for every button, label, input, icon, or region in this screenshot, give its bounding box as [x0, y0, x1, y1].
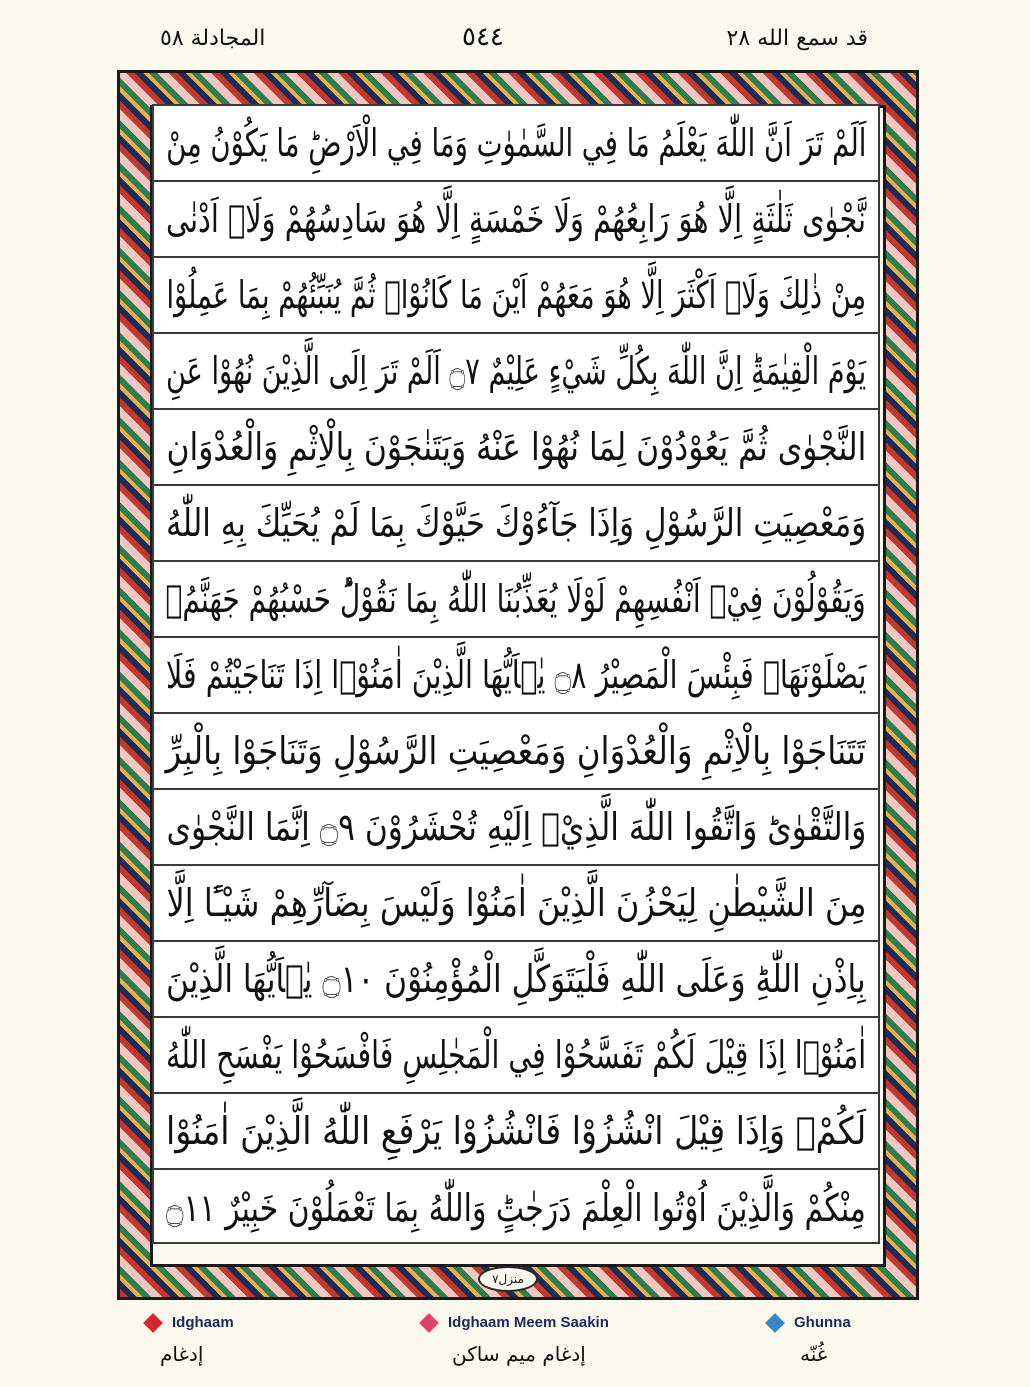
- legend-ghunna: [768, 1314, 851, 1331]
- legend-arabic: إدغام: [160, 1342, 204, 1366]
- text-line: [154, 866, 878, 942]
- text-line: [154, 562, 878, 638]
- legend-idghaam: [146, 1314, 234, 1331]
- text-line: [154, 486, 878, 562]
- text-line: [154, 258, 878, 334]
- manzil-marker: منزل٧: [478, 1266, 538, 1292]
- line-text: النَّجْوٰى ثُمَّ يَعُوْدُوْنَ لِمَا نُهُوْا عَنْهُ وَيَتَنٰجَوْنَ بِالْاِثْمِ وَالْعُدْوَانِ: [166, 425, 866, 469]
- line-text: اٰمَنُوْۤا اِذَا قِيْلَ لَكُمْ تَفَسَّحُوْا فِي الْمَجٰلِسِ فَافْسَحُوْا يَفْسَحِ اللّٰهُ: [165, 1033, 867, 1077]
- line-text: لَكُمْۚ وَاِذَا قِيْلَ انْشُزُوْا فَانْشُزُوْا يَرْفَعِ اللّٰهُ الَّذِيْنَ اٰمَنُوْا: [165, 1109, 867, 1153]
- text-panel: [152, 104, 880, 1244]
- line-text: بِاِذْنِ اللّٰهِؕ وَعَلَى اللّٰهِ فَلْيَتَوَكَّلِ الْمُؤْمِنُوْنَ ۝١٠ يٰۤاَيُّهَا الَّذِيْنَ: [166, 957, 866, 1001]
- line-text: وَالتَّقْوٰىؕ وَاتَّقُوا اللّٰهَ الَّذِيْۤ اِلَيْهِ تُحْشَرُوْنَ ۝٩ اِنَّمَا النَّجْوٰى: [166, 805, 866, 849]
- text-line: [154, 1018, 878, 1094]
- text-line: [154, 714, 878, 790]
- text-line: [154, 410, 878, 486]
- line-text: اَلَمْ تَرَ اَنَّ اللّٰهَ يَعْلَمُ مَا فِي السَّمٰوٰتِ وَمَا فِي الْاَرْضِؕ مَا يَكُوْنُ مِنْ: [165, 121, 867, 165]
- line-text: وَمَعْصِيَتِ الرَّسُوْلِ وَاِذَا جَآءُوْكَ حَيَّوْكَ بِمَا لَمْ يُحَيِّكَ بِهِ اللّٰهُ: [165, 501, 867, 545]
- legend-label: Idghaam Meem Saakin: [448, 1314, 609, 1331]
- pink-diamond-icon: [419, 1313, 439, 1333]
- line-text: تَتَنَاجَوْا بِالْاِثْمِ وَالْعُدْوَانِ وَمَعْصِيَتِ الرَّسُوْلِ وَتَنَاجَوْا بِالْبِرِّ: [165, 729, 867, 773]
- blue-diamond-icon: [765, 1313, 785, 1333]
- line-text: مِنَ الشَّيْطٰنِ لِيَحْزُنَ الَّذِيْنَ اٰمَنُوْا وَلَيْسَ بِضَآرِّهِمْ شَيْـًٔا اِلَّا: [166, 881, 866, 925]
- red-diamond-icon: [143, 1313, 163, 1333]
- text-line: [154, 106, 878, 182]
- line-text: وَيَقُوْلُوْنَ فِيْۤ اَنْفُسِهِمْ لَوْلَا يُعَذِّبُنَا اللّٰهُ بِمَا نَقُوْلُؕ حَسْبُهُمْ جَهَنَّمُۚ: [165, 577, 867, 621]
- tajweed-legend: [0, 1306, 1030, 1386]
- legend-arabic: إدغام ميم ساكن: [452, 1342, 586, 1366]
- legend-arabic: غُنّه: [800, 1342, 828, 1366]
- juz-name: قد سمع الله ٢٨: [726, 26, 868, 51]
- line-text: يَوْمَ الْقِيٰمَةِؕ اِنَّ اللّٰهَ بِكُلِّ شَيْءٍ عَلِيْمٌ ۝٧ اَلَمْ تَرَ اِلَى الَّذِيْنَ نُهُوْا عَنِ: [165, 349, 867, 393]
- page-header: [0, 0, 1030, 66]
- text-line: [154, 334, 878, 410]
- text-line: [154, 1094, 878, 1170]
- text-line: [154, 790, 878, 866]
- surah-name: المجادلة ٥٨: [160, 26, 266, 51]
- line-text: نَّجْوٰى ثَلٰثَةٍ اِلَّا هُوَ رَابِعُهُمْ وَلَا خَمْسَةٍ اِلَّا هُوَ سَادِسُهُمْ وَلَاۤ اَدْنٰى: [165, 197, 867, 241]
- text-line: [154, 638, 878, 714]
- line-text: مِنْكُمْ وَالَّذِيْنَ اُوْتُوا الْعِلْمَ دَرَجٰتٍؕ وَاللّٰهُ بِمَا تَعْمَلُوْنَ خَبِيْرٌ ۝١١: [166, 1186, 866, 1230]
- line-text: مِنْ ذٰلِكَ وَلَاۤ اَكْثَرَ اِلَّا هُوَ مَعَهُمْ اَيْنَ مَا كَانُوْاۚ ثُمَّ يُنَبِّئُهُمْ بِمَا عَمِلُوْا: [166, 273, 866, 317]
- line-text: يَصْلَوْنَهَاۚ فَبِئْسَ الْمَصِيْرُ ۝٨ يٰۤاَيُّهَا الَّذِيْنَ اٰمَنُوْۤا اِذَا تَنَاجَيْتُمْ فَلَا: [165, 653, 867, 697]
- legend-idghaam-meem: [422, 1314, 609, 1331]
- page-number: ٥٤٤: [462, 22, 504, 52]
- legend-label: Ghunna: [794, 1314, 851, 1331]
- text-line: [154, 182, 878, 258]
- text-line: [154, 942, 878, 1018]
- legend-label: Idghaam: [172, 1314, 234, 1331]
- text-line: [154, 1170, 878, 1246]
